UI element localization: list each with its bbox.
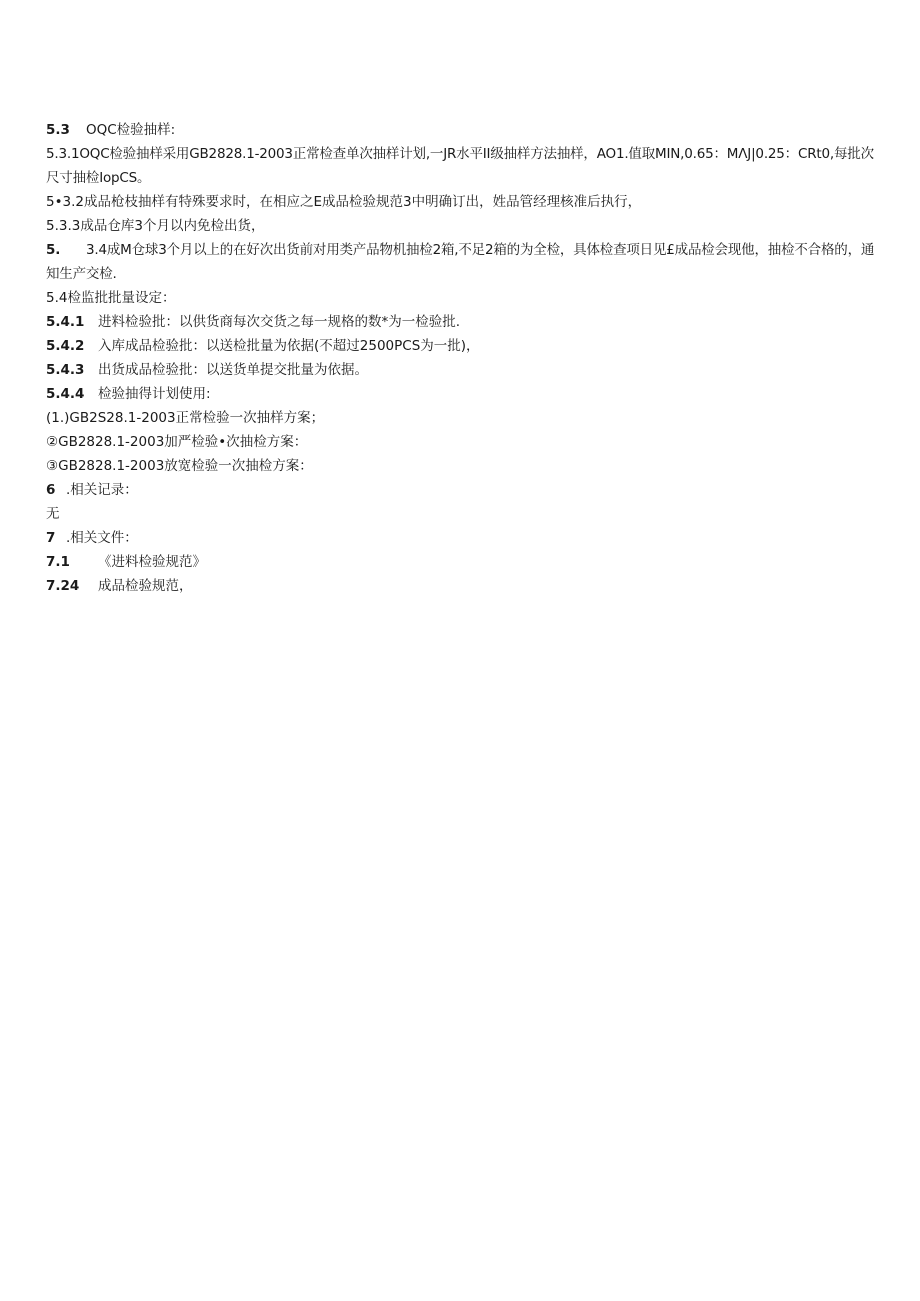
document-body bbox=[46, 118, 880, 598]
section-text: .相关文件： bbox=[66, 530, 138, 546]
paragraph-5-3-3 bbox=[46, 214, 880, 238]
item-text: 进料检验批：以供货商每次交货之每一规格的数*为一检验批. bbox=[98, 314, 461, 330]
paragraph-text: 5.3.3成品仓库3个月以内免检出货， bbox=[46, 218, 265, 234]
section-5-4-heading bbox=[46, 286, 880, 310]
section-text: .相关记录： bbox=[66, 482, 138, 498]
item-5-4-4 bbox=[46, 382, 880, 406]
item-5-4-3 bbox=[46, 358, 880, 382]
item-number: 5.4.1 bbox=[46, 314, 85, 330]
item-text: 检验抽得计划使用: bbox=[98, 386, 211, 402]
item-number: 5.4.3 bbox=[46, 362, 85, 378]
item-number: 5.4.4 bbox=[46, 386, 85, 402]
section-number: 7 bbox=[46, 530, 56, 546]
item-5-4-2 bbox=[46, 334, 880, 358]
item-text: 成品检验规范， bbox=[98, 578, 193, 594]
section-number: 5.3 bbox=[46, 122, 70, 138]
item-text: 出货成品检验批：以送货单提交批量为依据。 bbox=[98, 362, 368, 378]
item-text: 入库成品检验批：以送检批量为依据(不超过2500PCS为一批)， bbox=[98, 338, 480, 354]
paragraph-text: 5.3.1OQC检验抽样采用GB2828.1-2003正常检查单次抽样计划,一JR水平II级抽样方法抽样，AO1.值取MIN,0.65：MΛJ|0.25：CRt0,每批次尺寸抽检IopCS。 bbox=[46, 146, 874, 186]
section-6-heading bbox=[46, 478, 880, 502]
paragraph-text: 5•3.2成品枪枝抽样有特殊要求时，在相应之E成品检验规范3中明确订出，姓品管经理核准后执行， bbox=[46, 194, 642, 210]
section-number: 5. bbox=[46, 242, 61, 258]
plan-item-1 bbox=[46, 406, 880, 430]
plan-text: ③GB2828.1-2003放宽检验一次抽检方案： bbox=[46, 458, 313, 474]
item-number: 7.24 bbox=[46, 578, 80, 594]
section-number: 6 bbox=[46, 482, 56, 498]
plan-text: (1.)GB2S28.1-2003正常检验一次抽样方案； bbox=[46, 410, 325, 426]
section-7-heading bbox=[46, 526, 880, 550]
plan-item-2 bbox=[46, 430, 880, 454]
item-7-24 bbox=[46, 574, 880, 598]
section-5-3-heading bbox=[46, 118, 880, 142]
paragraph-5-3-4 bbox=[46, 238, 880, 286]
item-number: 7.1 bbox=[46, 554, 70, 570]
records-text: 无 bbox=[46, 506, 60, 522]
records-none bbox=[46, 502, 880, 526]
section-text: 5.4检监批批量设定： bbox=[46, 290, 176, 306]
item-number: 5.4.2 bbox=[46, 338, 85, 354]
section-text: OQC检验抽样: bbox=[86, 122, 176, 138]
plan-text: ②GB2828.1-2003加严检验•次抽检方案： bbox=[46, 434, 308, 450]
item-text: 《进料检验规范》 bbox=[98, 554, 206, 570]
paragraph-text: 3.4成M仓球3个月以上的在好次出货前对用类产品物机抽检2箱,不足2箱的为全检，具体检查项日见£成品检会现他，抽检不合格的，通知生产交检. bbox=[46, 242, 875, 282]
paragraph-5-3-1 bbox=[46, 142, 880, 190]
item-7-1 bbox=[46, 550, 880, 574]
item-5-4-1 bbox=[46, 310, 880, 334]
paragraph-5-3-2 bbox=[46, 190, 880, 214]
plan-item-3 bbox=[46, 454, 880, 478]
